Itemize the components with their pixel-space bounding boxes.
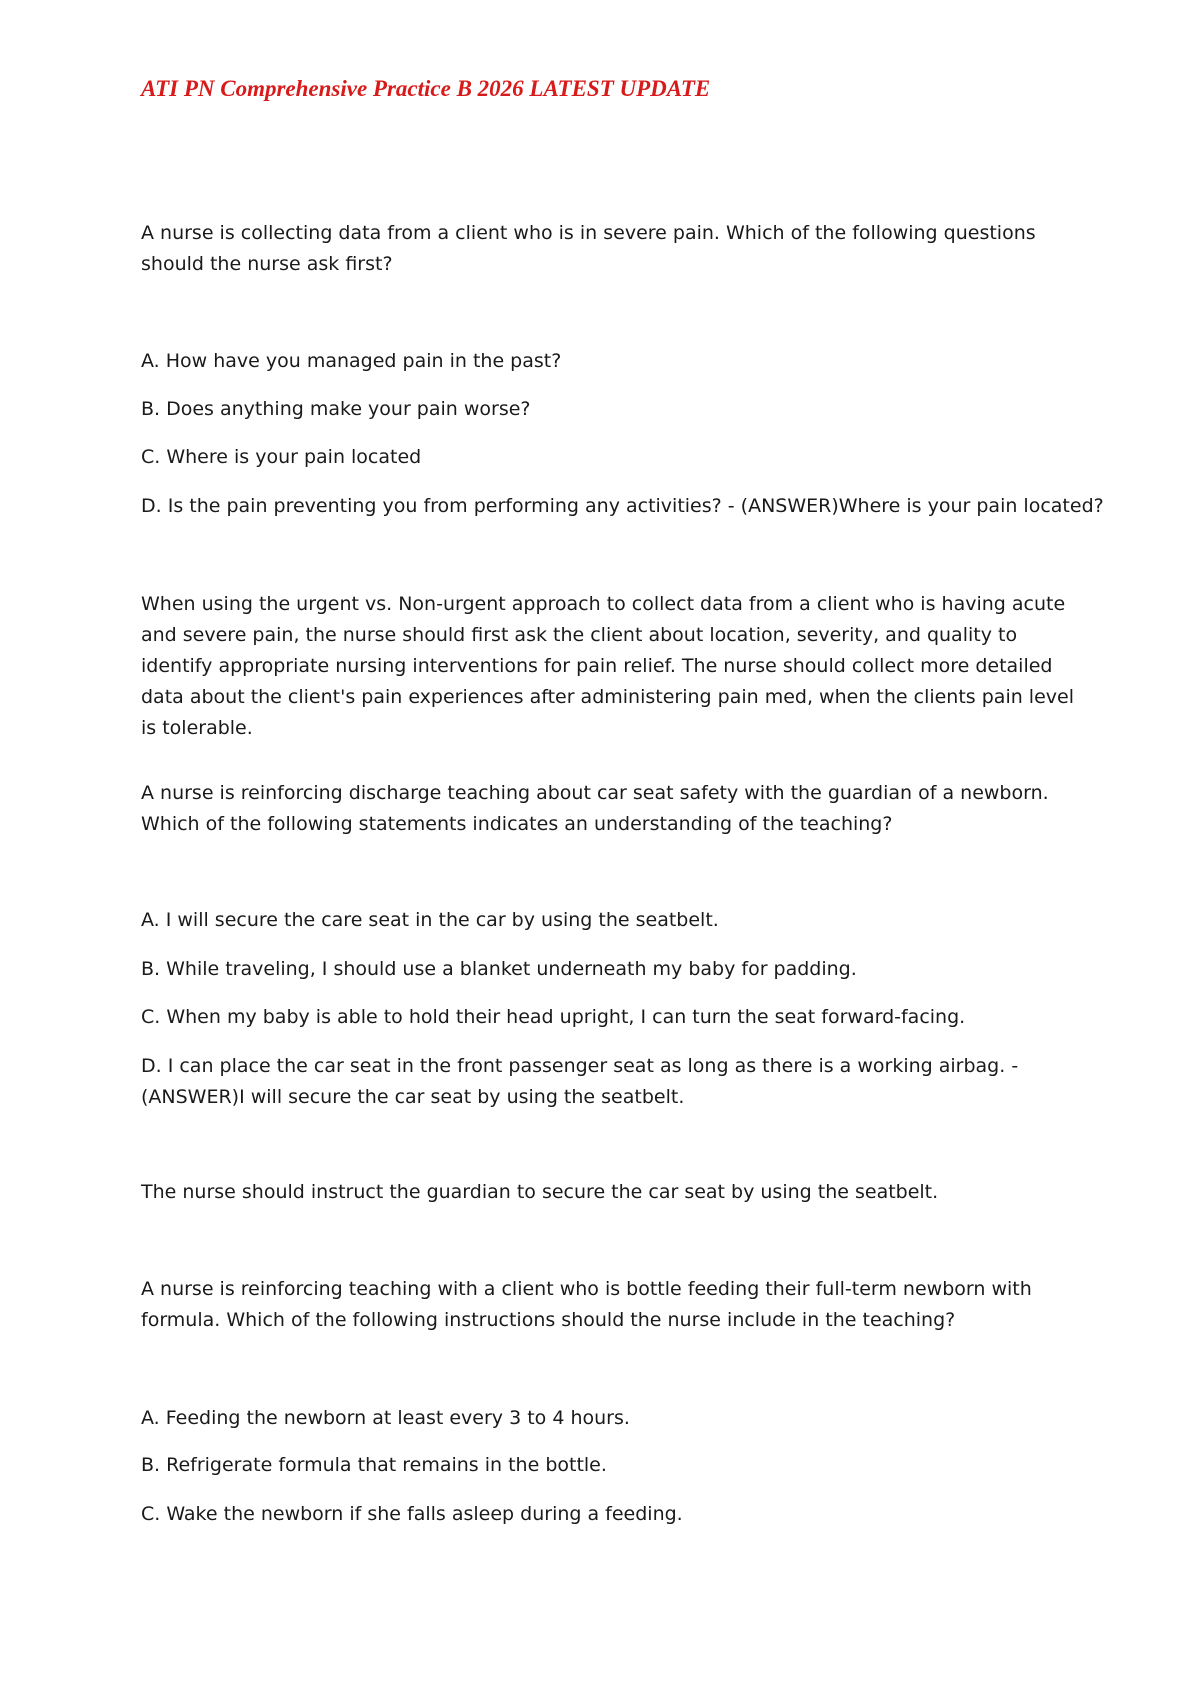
question-1-option-a: A. How have you managed pain in the past? [141,350,562,372]
question-2-option-d: D. I can place the car seat in the front passenger seat as long as there is a working airbag. - (ANSWER)I will secure the car seat by using the seatbelt. [141,1055,1019,1108]
question-3-option-b: B. Refrigerate formula that remains in the bottle. [141,1454,607,1476]
question-3-stem: A nurse is reinforcing teaching with a client who is bottle feeding their full-term newborn with formula. Which of the following instructions should the nurse include in the teaching? [141,1278,1032,1331]
question-3-option-a: A. Feeding the newborn at least every 3 to 4 hours. [141,1407,630,1429]
question-1-option-d: D. Is the pain preventing you from performing any activities? - (ANSWER)Where is your pain located? [141,495,1104,517]
question-1-option-c: C. Where is your pain located [141,446,422,468]
question-1-option-b: B. Does anything make your pain worse? [141,398,531,420]
question-1-rationale: When using the urgent vs. Non-urgent approach to collect data from a client who is having acute and severe pain, the nurse should first ask the client about location, severity, and quality to identify appropriate nursing interventions for pain relief. The nurse should collect more detailed data about the client's pain experiences after administering pain med, when the clients pain level is tolerable. [141,593,1074,739]
question-2-option-a: A. I will secure the care seat in the car by using the seatbelt. [141,909,719,931]
question-2-option-c: C. When my baby is able to hold their head upright, I can turn the seat forward-facing. [141,1006,966,1028]
question-2-option-b: B. While traveling, I should use a blanket underneath my baby for padding. [141,958,857,980]
question-3-option-c: C. Wake the newborn if she falls asleep during a feeding. [141,1503,683,1525]
question-2-rationale: The nurse should instruct the guardian to secure the car seat by using the seatbelt. [141,1181,939,1203]
question-2-stem: A nurse is reinforcing discharge teaching about car seat safety with the guardian of a newborn. Which of the following statements indicates an understanding of the teaching? [141,782,1049,835]
question-1-stem: A nurse is collecting data from a client who is in severe pain. Which of the following questions should the nurse ask first? [141,222,1036,275]
document-title: ATI PN Comprehensive Practice B 2026 LATEST UPDATE [141,76,711,101]
